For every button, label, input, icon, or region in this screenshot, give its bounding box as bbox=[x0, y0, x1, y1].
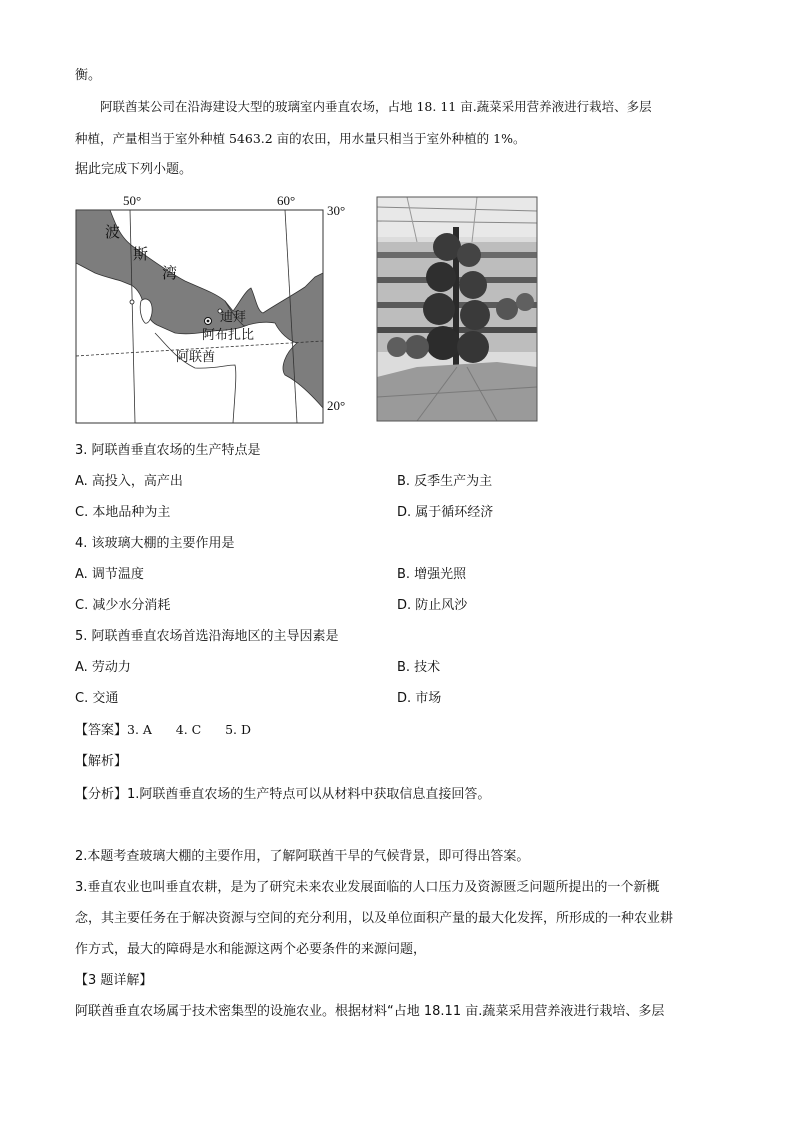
q5-option-a[interactable]: A. 劳动力 bbox=[75, 660, 131, 675]
analysis-summary bbox=[75, 785, 490, 805]
fenxi-label: 【分析】 bbox=[75, 787, 128, 802]
q4-option-a[interactable]: A. 调节温度 bbox=[75, 567, 144, 582]
detail-title: 【3 题详解】 bbox=[75, 973, 153, 988]
q4-option-c[interactable]: C. 减少水分消耗 bbox=[75, 598, 171, 613]
analysis-p3-line1: 3.垂直农业也叫垂直农耕，是为了研究未来农业发展面临的人口压力及资源匮乏问题所提出的一个新概 bbox=[75, 880, 660, 895]
label-wan: 湾 bbox=[162, 264, 178, 282]
analysis-p1: 1.阿联酋垂直农场的生产特点可以从材料中获取信息直接回答。 bbox=[127, 787, 491, 802]
question-5-stem: 5. 阿联酋垂直农场首选沿海地区的主导因素是 bbox=[75, 629, 339, 644]
q3-option-a[interactable]: A. 高投入，高产出 bbox=[75, 474, 183, 489]
lat-30-label: 30° bbox=[327, 203, 346, 218]
answer-line bbox=[75, 720, 251, 741]
q5-option-b[interactable]: B. 技术 bbox=[397, 660, 441, 675]
lat-20-label: 20° bbox=[327, 398, 346, 413]
prompt-text: 据此完成下列小题。 bbox=[75, 162, 193, 177]
carry-over-text: 衡。 bbox=[75, 68, 102, 83]
q3-option-b[interactable]: B. 反季生产为主 bbox=[397, 474, 493, 489]
q5-option-c[interactable]: C. 交通 bbox=[75, 691, 119, 706]
label-abudhabi: 阿布扎比 bbox=[202, 328, 255, 343]
question-4-stem: 4. 该玻璃大棚的主要作用是 bbox=[75, 536, 235, 551]
q4-option-d[interactable]: D. 防止风沙 bbox=[397, 598, 468, 613]
map-figure bbox=[75, 193, 538, 425]
city-marker bbox=[130, 300, 134, 304]
q3-option-d[interactable]: D. 属于循环经济 bbox=[397, 505, 494, 520]
figure-area bbox=[75, 193, 538, 425]
q4-option-b[interactable]: B. 增强光照 bbox=[397, 567, 467, 582]
question-3-stem: 3. 阿联酋垂直农场的生产特点是 bbox=[75, 443, 261, 458]
answer-values: 3. A 4. C 5. D bbox=[127, 722, 252, 737]
analysis-p3-line3: 作方式，最大的障碍是水和能源这两个必要条件的来源问题， bbox=[75, 942, 427, 957]
q5-option-d[interactable]: D. 市场 bbox=[397, 691, 442, 706]
material-line-2: 种植，产量相当于室外种植 5463.2 亩的农田，用水量只相当于室外种植的 1%。 bbox=[75, 131, 526, 146]
lon-60-label: 60° bbox=[277, 193, 296, 208]
q3-option-c[interactable]: C. 本地品种为主 bbox=[75, 505, 171, 520]
analysis-p2: 2.本题考查玻璃大棚的主要作用，了解阿联酋干旱的气候背景，即可得出答案。 bbox=[75, 849, 530, 864]
label-bo: 波 bbox=[105, 223, 121, 241]
label-uae: 阿联酋 bbox=[176, 350, 216, 365]
vertical-farm-photo bbox=[377, 197, 537, 421]
lon-50-label: 50° bbox=[123, 193, 142, 208]
label-dubai: 迪拜 bbox=[220, 310, 247, 325]
detail-line-1: 阿联酋垂直农场属于技术密集型的设施农业。根据材料“占地 18.11 亩.蔬菜采用营养液进行栽培、多层 bbox=[75, 1004, 665, 1019]
material-line-1: 阿联酋某公司在沿海建设大型的玻璃室内垂直农场，占地 18. 11 亩.蔬菜采用营养液进行栽培、多层 bbox=[100, 99, 652, 114]
answer-label: 【答案】 bbox=[75, 723, 128, 738]
analysis-p3-line2: 念，其主要任务在于解决资源与空间的充分利用，以及单位面积产量的最大化发挥，所形成的一种农业耕 bbox=[75, 911, 674, 926]
label-si: 斯 bbox=[133, 245, 149, 263]
analysis-title: 【解析】 bbox=[75, 754, 128, 769]
